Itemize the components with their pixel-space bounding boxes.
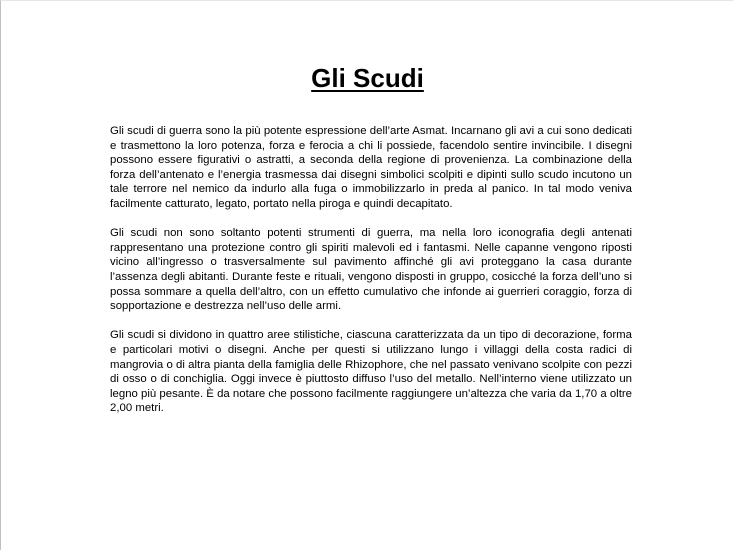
paragraph-1: Gli scudi di guerra sono la più potente espressione dell’arte Asmat. Incarnano gli avi a cui sono dedicati e trasmettono la loro potenza, forza e ferocia a chi li possiede, facendolo sentire invincibile. I disegni possono essere figurativi o astratti, a seconda della regione di provenienza. La combinazione della forza dell’antenato e l’energia trasmessa dai disegni simbolici scolpiti e dipinti sullo scudo incutono un tale terrore nel nemico da indurlo alla fuga o immobilizzarlo in preda al panico. In tal modo veniva facilmente catturato, legato, portato nella piroga e quindi decapitato. (110, 125, 632, 210)
page-title (1, 63, 733, 93)
paragraph-3: Gli scudi si dividono in quattro aree stilistiche, ciascuna caratterizzata da un tipo di decorazione, forma e particolari motivi o disegni. Anche per questi si utilizzano lungo i villaggi della costa radici di mangrovia o di altra pianta della famiglia delle Rhizophore, che nel passato venivano scolpite con pezzi di osso o di conchiglia. Oggi invece è piuttosto diffuso l’uso del metallo. Nell’interno viene utilizzato un legno più pesante. È da notare che possono facilmente raggiungere un’altezza che varia da 1,70 a oltre 2,00 metri. (110, 329, 632, 415)
paragraph-2: Gli scudi non sono soltanto potenti strumenti di guerra, ma nella loro iconografia degli antenati rappresentano una protezione contro gli spiriti malevoli ed i fantasmi. Nelle capanne vengono riposti vicino all’ingresso o trasversalmente sul pavimento affinché gli avi proteggano la casa durante l’assenza degli abitanti. Durante feste e rituali, vengono disposti in gruppo, cosicché la forza dell’uno si possa sommare a quella dell’altro, con un effetto cumulativo che infonde ai guerrieri coraggio, forza di sopportazione e destrezza nell’uso delle armi. (110, 227, 632, 313)
title-text: Gli Scudi (311, 63, 424, 93)
body-text (110, 124, 632, 430)
